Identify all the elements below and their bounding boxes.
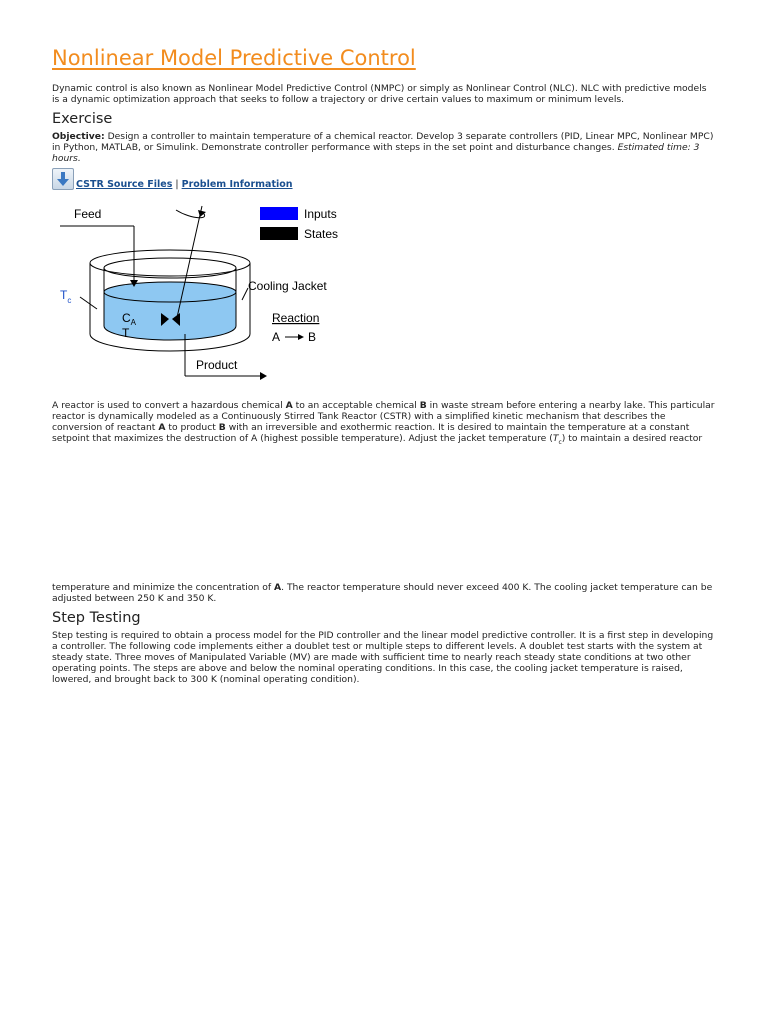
tc-label: $T_c$: [60, 288, 72, 305]
cstr-diagram: [52, 198, 362, 388]
step-testing-heading: Step Testing: [52, 610, 141, 626]
link-separator: |: [175, 179, 179, 190]
intro-paragraph: Dynamic control is also known as Nonlinear Model Predictive Control (NMPC) or simply as Nonlinear Control (NLC). NLC with predictive models is a dynamic optimization approach that seeks to follow a trajectory or drive certain values to maximum or minimum levels.: [52, 83, 707, 105]
reactor-paragraph-2: temperature and minimize the concentration of A. The reactor temperature should never exceed 400 K. The cooling jacket temperature can be adjusted between 250 K and 350 K.: [52, 582, 713, 604]
objective-paragraph: [52, 131, 716, 164]
reaction-a: A: [272, 330, 281, 344]
reaction-label: Reaction: [272, 311, 320, 325]
feed-label: Feed: [74, 207, 102, 221]
cooling-jacket-label: Cooling Jacket: [248, 279, 327, 293]
download-links: [52, 168, 293, 190]
reactor-paragraph-1: A reactor is used to convert a hazardous chemical A to an acceptable chemical B in waste stream before entering a nearby lake. This particular reactor is dynamically modeled as a Continuously Stirred Tank Reactor (CSTR) with a simplified kinetic mechanism that describes the conversion of reactant A to product B with an irreversible and exothermic reaction. It is desired to maintain the temperature at a constant setpoint that maximizes the destruction of A (highest possible temperature). Adjust the jacket temperature $(T_c)$ to maintain a desired reactor: [52, 400, 715, 446]
legend-states-swatch: [260, 227, 298, 240]
objective-text: Design a controller to maintain temperature of a chemical reactor. Develop 3 separate controllers (PID, Linear MPC, Nonlinear MPC) in Python, MATLAB, or Simulink. Demonstrate controller performance with steps in the set point and disturbance changes.: [52, 131, 714, 153]
product-label: Product: [196, 358, 238, 372]
reaction-b: B: [308, 330, 317, 344]
ca-label: $C_A$: [122, 311, 137, 327]
legend-states-label: States: [304, 227, 339, 241]
problem-information-link[interactable]: Problem Information: [181, 179, 293, 190]
page-title[interactable]: Nonlinear Model Predictive Control: [52, 46, 416, 70]
liquid-surface: [104, 282, 236, 302]
legend-inputs-swatch: [260, 207, 298, 220]
legend-inputs-label: Inputs: [304, 207, 337, 221]
objective-label: Objective:: [52, 131, 105, 142]
t-label: T: [122, 326, 130, 340]
download-button[interactable]: [52, 168, 74, 190]
vessel-top-rim: [104, 258, 236, 278]
step-testing-paragraph: Step testing is required to obtain a process model for the PID controller and the linear model predictive controller. It is a first step in developing a controller. The following code implements either a doublet test or multiple steps to different levels. A doublet test starts with the system at steady state. Three moves of Manipulated Variable (MV) are made with sufficient time to nearly reach steady state conditions at two other operating points. The steps are above and below the nominal operating conditions. In this case, the cooling jacket temperature is raised, lowered, and brought back to 300 K (nominal operating condition).: [52, 630, 714, 685]
download-arrow-icon: [56, 171, 70, 187]
estimated-time: Estimated time: 3 hours.: [52, 142, 700, 164]
cstr-source-files-link[interactable]: CSTR Source Files: [76, 179, 173, 190]
exercise-heading: Exercise: [52, 111, 113, 127]
